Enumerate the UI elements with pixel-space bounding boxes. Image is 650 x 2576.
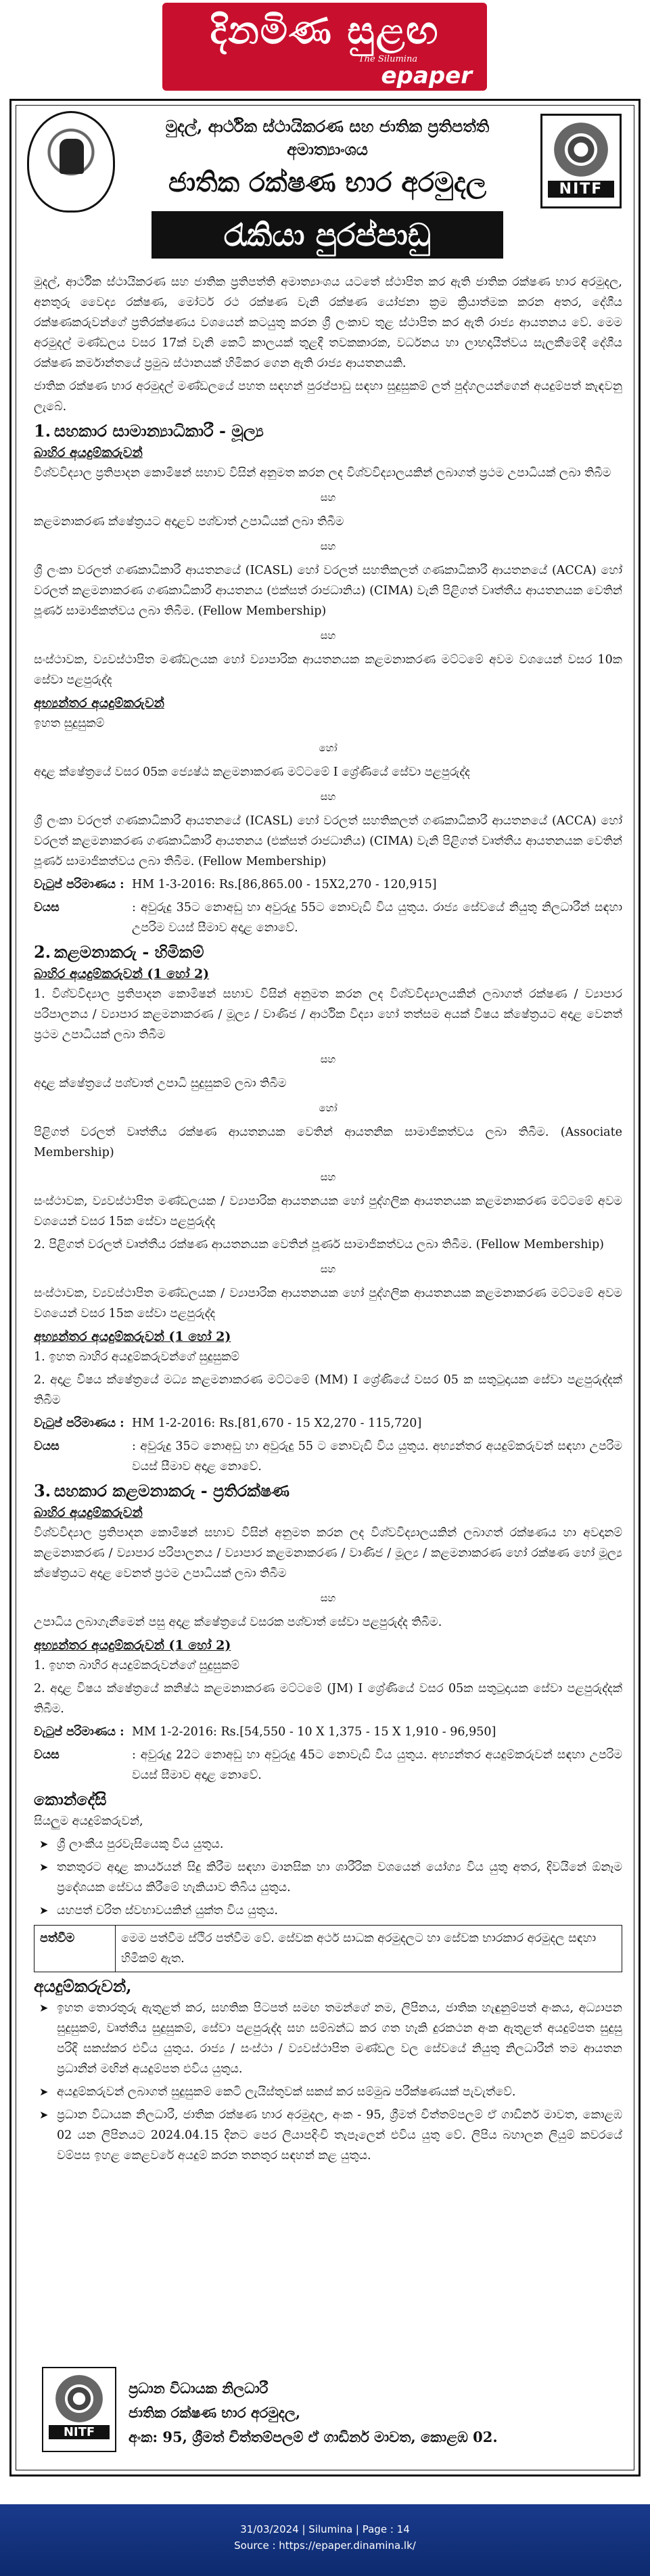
nitf-logo-text: NITF [49,2425,110,2439]
signoff-block [34,2364,622,2459]
qualification: විශ්වවිද්‍යාල ප්‍රතිපාදන කොමිෂන් සභාව විසින් අනුමත කරන ලද විශ්වවිද්‍යාලයකින් ලබාගත් ප්‍රථම උපාධියක් ලබා තිබීම [34,466,611,480]
condition-item: ➤ යහපත් චරිත ස්වභාවයකින් යුක්ත විය යුතුය. [34,1901,622,1921]
qualification: ඉහත සුදුසුකම් [34,717,105,730]
signoff-text [129,2376,498,2449]
external-applicants-label: බාහිර අයදුම්කරුවන් (1 හෝ 2) [34,967,210,981]
qualification: විශ්වවිද්‍යාල ප්‍රතිපාදන කොමිෂන් සභාව විසින් අනුමත කරන ලද විශ්වවිද්‍යාලයකින් ලබාගත් රක්ෂණය හා අවදානම් කළමනාකරණ / ව්‍යාපාර පරිපාලනය / ව්‍යාපාර කළමනාකරණ / වාණිජ / මූල්‍ය / කළමනාකරණ හෝ රක්ෂණ හෝ මූල්‍ය ක්ෂේත්‍රයට අදාළ වෙනත් ප්‍රථම උපාධියක් ලබා තිබීම [34,1526,622,1580]
qualification: පිළිගත් වරලත් වෘත්තීය රක්ෂණ ආයතනයක වෙතින් ආයතනික සාමාජිකත්වය ලබා තිබීම. (Associate Membership) [34,1126,622,1159]
internal-applicants-label: අභ්‍යන්තර අයදුම්කරුවන් [34,696,164,711]
connector: සහ [320,1592,336,1604]
epaper-footer-bar [0,2504,650,2576]
signoff-organization: ජාතික රක්ෂණ භාර අරමුදල, [129,2404,301,2421]
nitf-logo-text: NITF [548,181,614,198]
appointment-box [34,1925,622,1972]
ad-inner-frame [16,105,634,2470]
qualification: අදාළ ක්ෂේත්‍රයේ වසර 05ක ජ්‍යෙෂ්ඨ කළමනාකරණ මට්ටමේ I ශ්‍රේණියේ සේවා පළපුරුද්ද [34,765,470,779]
connector: හෝ [319,1102,338,1114]
connector: සහ [320,540,336,552]
external-applicants-label: බාහිර අයදුම්කරුවන් [34,445,143,460]
brand-logo-text: දිනමිණ සුළඟ [210,8,440,53]
nitf-flower-icon [554,123,608,177]
nitf-logo [540,114,622,208]
appointment-label: පත්වීම [34,1926,116,1972]
sri-lanka-emblem-icon [27,111,115,213]
signoff-title: ප්‍රධාන විධායක නිලධාරී [129,2380,269,2397]
epaper-label: epaper [381,62,472,89]
vacancies-banner: රැකියා පුරප්පාඩු [152,211,503,259]
qualification: උපාධිය ලබාගැනීමෙන් පසු අදාළ ක්ෂේත්‍රයේ වසරක පශ්චාත් සේවා පළපුරුද්ද තිබීම. [34,1616,442,1629]
connector: සහ [320,1171,336,1183]
qualification: සංස්ථාවක, ව්‍යවස්ථාපිත මණ්ඩලයක / ව්‍යාපාරික ආයතනයක හෝ පුද්ගලික ආයතනයක කළමනාකරණ මට්ටමේ අවම වශයෙන් වසර 15ක සේවා පළපුරුද්ද [34,1195,622,1228]
nitf-flower-icon [55,2375,103,2422]
connector: හෝ [319,742,338,754]
age-row: වයස : අවුරුදු 35ට නොඅඩු හා අවුරුදු 55ට නොවැඩි විය යුතුය. රාජ්‍ය සේවයේ නියුතු නිලධාරීන් සඳහා උපරිම වයස් සීමාව අදාළ නොවේ. [34,901,622,935]
qualification: සංස්ථාවක, ව්‍යවස්ථාපිත මණ්ඩලයක / ව්‍යාපාරික ආයතනයක හෝ පුද්ගලික ආයතනයක කළමනාකරණ මට්ටමේ අවම වශයෙන් වසර 15ක සේවා පළපුරුද්ද [34,1287,622,1320]
internal-applicants-label: අභ්‍යන්තර අයදුම්කරුවන් (1 හෝ 2) [34,1329,231,1344]
job-advertisement [9,99,641,2477]
brand-subtitle: The Silumina [358,54,418,64]
qualification: 2. පිළිගත් වරලත් වෘත්තීය රක්ෂණ ආයතනයක වෙතින් පූර්ණ සාමාජිකත්වය ලබා තිබීම. (Fellow Membership) [34,1238,604,1251]
applicant-instruction: ➤ අයදුම්කරුවන් ලබාගත් සුදුසුකම් කෙටි ලැයිස්තුවක් සකස් කර සම්මුඛ පරීක්ෂණයක් පැවැත්වේ. [34,2082,622,2102]
salary-row: වැටුප් පරිමාණය : HM 1-2-2016: Rs.[81,670 - 15 X2,270 - 115,720] [34,1417,422,1430]
qualification: ශ්‍රී ලංකා වරලත් ගණකාධිකාරී ආයතනයේ (ICASL) හෝ වරලත් සහතිකලත් ගණකාධිකාරී ආයතනයේ (ACCA) හෝ වරලත් කළමනාකරණ ගණකාධිකාරී ආයතනය (එක්සත් රාජධානිය) (CIMA) වැනි පිළිගත් වෘත්තීය ආයතනයක වෙතින් පූර්ණ සාමාජිකත්වය ලබා තිබීම. (Fellow Membership) [34,564,622,618]
condition-item: ➤ තනතුරට අදාළ කාර්යයන් සිදු කිරීම සඳහා මානසික හා ශාරීරික වශයෙන් යෝග්‍ය විය යුතු අතර, දිවයිනේ ඕනෑම ප්‍රදේශයක සේවය කිරීමේ හැකියාව තිබිය යුතුය. [34,1857,622,1898]
connector: සහ [320,1263,336,1275]
connector: සහ [320,629,336,642]
masthead [162,3,487,91]
external-applicants-label: බාහිර අයදුම්කරුවන් [34,1505,143,1520]
applicants-title: අයදුම්කරුවන්, [34,1976,132,1996]
section-title: 1. සහකාර සාමාන්‍යාධිකාරී - මූල්‍ය [34,421,264,441]
signoff-address: අංක: 95, ශ්‍රීමත් චිත්තම්පලම් ඒ ගාඩිනර් මාවත, කොළඹ 02. [129,2428,498,2445]
qualification: 2. අදාළ විෂය ක්ෂේත්‍රයේ කනිෂ්ඨ කළමනාකරණ මට්ටමේ (JM) I ශ්‍රේණියේ වසර 05ක සතුටුදායක සේවා පළපුරුද්දක් තිබීම. [34,1682,622,1716]
internal-applicants-label: අභ්‍යන්තර අයදුම්කරුවන් (1 හෝ 2) [34,1638,231,1653]
applicant-instruction: ➤ ඉහත තොරතුරු ඇතුළත් කර, සහතික පිටපත් සමඟ තමන්ගේ නම, ලිපිනය, ජාතික හැඳුනුම්පත් අංකය, අධ්‍යාපන සුදුසුකම්, වෘත්තීය සුදුසුකම්, සේවා පළපුරුද්ද සහ සම්බන්ධ කර ගත හැකි දුරකථන අංක ඇතුළත් අයදුම්පත සුදුසු පරිදි සකස්කර එවිය යුතුය. රාජ්‍ය / සංස්ථා / ව්‍යවස්ථාපිත මණ්ඩල වල සේවයේ නියුතු නිලධාරීන් තම ආයතන ප්‍රධානීන් මඟින් අයදුම්පත එවිය යුතුය. [34,1998,622,2079]
source-link[interactable]: Source : https://epaper.dinamina.lk/ [234,2539,416,2552]
salary-row: වැටුප් පරිමාණය : HM 1-3-2016: Rs.[86,865.00 - 15X2,270 - 120,915] [34,878,437,891]
applicant-instruction: ➤ ප්‍රධාන විධායක නිලධාරී, ජාතික රක්ෂණ භාර අරමුදල, අංක - 95, ශ්‍රීමත් චිත්තම්පලම් ඒ ගාඩිනර් මාවත, කොළඹ 02 යන ලිපිනයට 2024.04.15 දිනට පෙර ලියාපදිංචි තැපෑලෙන් එවිය යුතු වේ. ලිපිය බහාලන ලියුම් කවරයේ වම්පස ඉහළ කෙළවරේ අයදුම් කරන තනතුර සඳහන් කළ යුතුය. [34,2105,622,2166]
connector: සහ [320,491,336,504]
connector: සහ [320,1053,336,1065]
qualification: 1. විශ්වවිද්‍යාල ප්‍රතිපාදන කොමිෂන් සභාව විසින් අනුමත කරන ලද විශ්වවිද්‍යාලයකින් ලබාගත් රක්ෂණ / ව්‍යාපාර පරිපාලනය / ව්‍යාපාර කළමනාකරණ / මූල්‍ය / වාණිජ / ආර්ථික විද්‍යා හෝ තත්සම අයක් විෂය ක්ෂේත්‍රයට අදාළ වෙනත් ප්‍රථම උපාධියක් ලබා තිබීම [34,987,622,1042]
qualification: ශ්‍රී ලංකා වරලත් ගණකාධිකාරී ආයතනයේ (ICASL) හෝ වරලත් සහතිකලත් ගණකාධිකාරී ආයතනයේ (ACCA) හෝ වරලත් කළමනාකරණ ගණකාධිකාරී ආයතනය (එක්සත් රාජධානිය) (CIMA) වැනි පිළිගත් වෘත්තීය ආයතනයක වෙතින් පූර්ණ සාමාජිකත්වය ලබා තිබීම. (Fellow Membership) [34,814,622,868]
intro-paragraph: ජාතික රක්ෂණ භාර අරමුදල් මණ්ඩලයේ පහත සඳහන් පුරප්පාඩු සඳහා සුදුසුකම් ලත් පුද්ගලයන්ගෙන් අයදුම්පත් කැඳවනු ලැබේ. [34,380,622,414]
salary-row: වැටුප් පරිමාණය : MM 1-2-2016: Rs.[54,550 - 10 X 1,375 - 15 X 1,910 - 96,950] [34,1725,496,1739]
nitf-footer-logo [42,2367,116,2452]
qualification: 1. ඉහත බාහිර අයදුම්කරුවන්ගේ සුදුසුකම් [34,1350,240,1364]
qualification: කළමනාකරණ ක්ෂේත්‍රයට අදාළව පශ්චාත් උපාධියක් ලබා තිබීම [34,515,344,529]
age-row: වයස : අවුරුදු 35ට නොඅඩු හා අවුරුදු 55 ට නොවැඩි විය යුතුය. අභ්‍යන්තර අයදුම්කරුවන් සඳහා උපරිම වයස් සීමාව අදාළ නොවේ. [34,1440,622,1473]
qualification: සංස්ථාවක, ව්‍යවස්ථාපිත මණ්ඩලයක හෝ ව්‍යාපාරික ආයතනයක කළමනාකරණ මට්ටමේ අවම වශයෙන් වසර 10ක සේවා පළපුරුද්ද [34,653,622,687]
appointment-text: මෙම පත්වීම ස්ථිර පත්වීම වේ. සේවක අර්ථ සාධක අරමුදලට හා සේවක භාරකාර අරමුදල සඳහා හිමිකම් ඇත. [121,1932,597,1966]
qualification: අදාළ ක්ෂේත්‍රයේ පශ්චාත් උපාධි සුදුසුකම් ලබා තිබීම [34,1077,287,1090]
condition-item: ➤ ශ්‍රී ලාංකීය පුරවැසියෙකු විය යුතුය. [34,1834,622,1855]
department-name: ජාතික රක්ෂණ භාර අරමුදල [168,166,487,198]
qualification: 2. අදාළ විෂය ක්ෂේත්‍රයේ මධ්‍ය කළමනාකරණ මට්ටමේ (MM) I ශ්‍රේණියේ වසර 05 ක සතුටුදායක සේවා පළපුරුද්දක් තිබීම [34,1373,622,1407]
intro-paragraph: මුදල්, ආර්ථික ස්ථායිකරණ සහ ජාතික ප්‍රතිපත්ති අමාත්‍යාංශය යටතේ ස්ථාපිත කර ඇති ජාතික රක්ෂණ භාර අරමුදල, අනතුරු වෛද්‍ය රක්ෂණ, මෝටර් රථ රක්ෂණ වැනි රක්ෂණ යෝජනා ක්‍රම ක්‍රියාත්මක කරන අතර, දේශීය රක්ෂණකරුවන්ගේ ප්‍රතිරක්ෂණය වශයෙන් කටයුතු කරන ශ්‍රී ලංකාව තුළ ස්ථාපිත කර ඇති රාජ්‍ය ආයතනය වේ. මෙම අරමුදල් මණ්ඩලය වසර 17ක් වැනි කෙටි කාලයක් තුළදී තවකකාරක, වර්ධනය හා ලාභදායීත්වය සැලකීමේදී දේශීය රක්ෂණ කර්මාන්තයේ ප්‍රමුඛ ස්ථානයක් හිමිකර ගෙන ඇති රාජ්‍ය ආයතනයකි. [34,275,622,370]
qualification: 1. ඉහත බාහිර අයදුම්කරුවන්ගේ සුදුසුකම් [34,1659,240,1672]
connector: සහ [320,791,336,803]
age-row: වයස : අවුරුදු 22ට නොඅඩු හා අවුරුදු 45ට නොවැඩි විය යුතුය. අභ්‍යන්තර අයදුම්කරුවන් සඳහා උපරිම වයස් සීමාව අදාළ නොවේ. [34,1748,622,1782]
section-title: 2. කළමනාකරු - හිමිකම් [34,942,204,962]
conditions-title: කොන්දේසි [34,1790,107,1809]
section-title: 3. සහකාර කළමනාකරු - ප්‍රතිරක්ෂණ [34,1481,289,1501]
ad-content [34,272,622,2169]
conditions-lead: සියලුම අයදුම්කරුවන්, [34,1815,143,1828]
ministry-name: මුදල්, ආර්ථික ස්ථායිකරණ සහ ජාතික ප්‍රතිපත්ති අමාත්‍යාංශය [165,116,490,159]
page-meta: 31/03/2024 | Silumina | Page : 14 [240,2523,410,2535]
